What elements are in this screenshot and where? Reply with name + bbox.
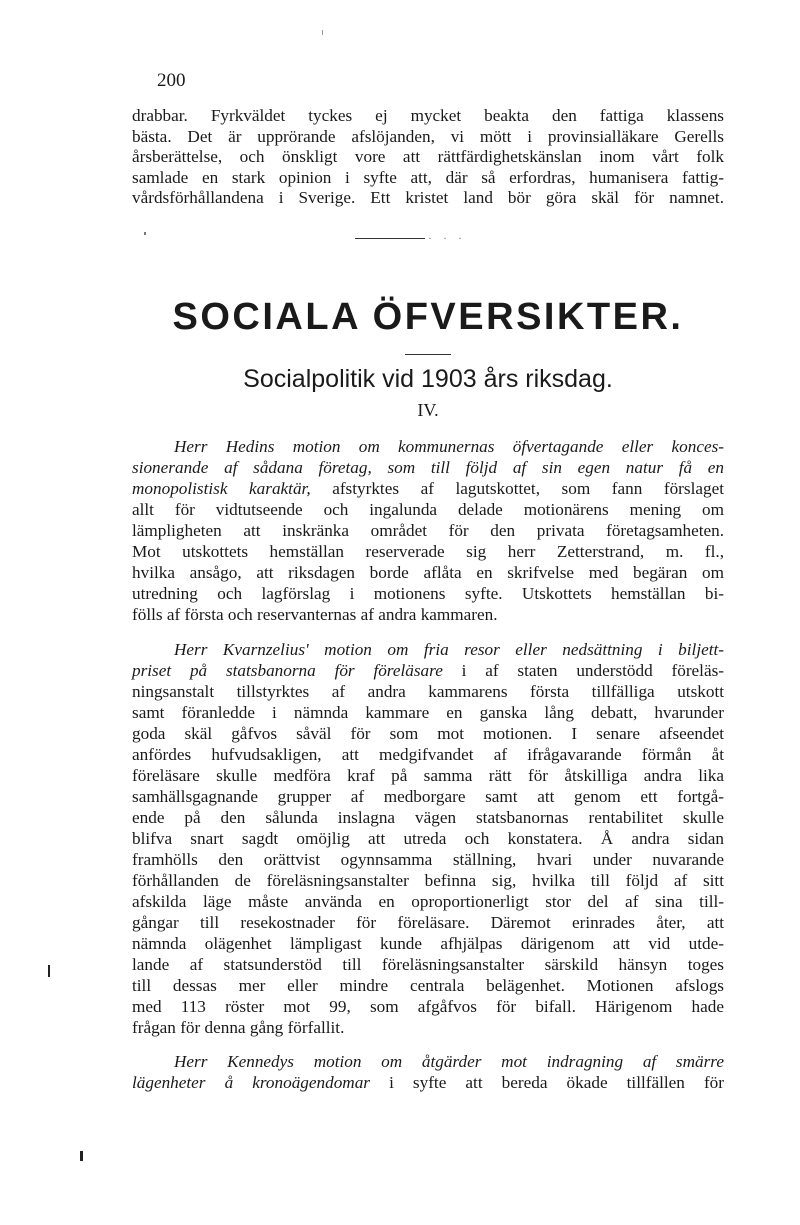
text-span: afstyrktes af lagutskottet, som fann förslaget <box>310 479 724 498</box>
text-line: med 113 röster mot 99, som afgåfvos för bifall. Härigenom hade <box>132 997 724 1016</box>
text-line: afskilda läge måste använda en oproportionerligt stor del af sina till- <box>132 892 724 911</box>
text-line: framhölls den orättvist ogynnsamma ställning, hvari under nuvarande <box>132 850 724 869</box>
text-line: bästa. Det är upprörande afslöjanden, vi mött i provinsialläkare Gerells <box>132 126 724 146</box>
part-number: IV. <box>417 400 439 420</box>
text-span: i syfte att bereda ökade tillfällen för <box>370 1073 724 1092</box>
text-line: hvilka ansågo, att riksdagen borde aflåta en skrifvelse med begäran om <box>132 563 724 582</box>
scan-speck <box>322 30 323 35</box>
title-rule <box>405 354 451 355</box>
paragraph-kennedy <box>132 1051 724 1093</box>
text-line <box>132 1072 724 1093</box>
text-line: till dessas mer eller mindre centrala belägenhet. Motionen afslogs <box>132 976 724 995</box>
text-line: lande af statsunderstöd till föreläsningsanstalter särskild hänsyn toges <box>132 955 724 974</box>
text-line: vårdsförhållandena i Sverige. Ett kristet land bör göra skäl för namnet. <box>132 188 724 208</box>
text-line: Herr Kvarnzelius' motion om fria resor eller nedsättning i biljett- <box>174 640 724 659</box>
text-line: blifva snart sagdt omöjlig att utreda och konstatera. Å andra sidan <box>132 829 724 848</box>
text-line: gångar till resekostnader för föreläsare. Däremot erinrades åter, att <box>132 913 724 932</box>
text-line: goda skäl gåfvos såväl för som mot motionen. I senare afseendet <box>132 724 724 743</box>
text-line: fölls af första och reservanternas af andra kammaren. <box>132 605 498 624</box>
text-line: sionerande af sådana företag, som till följd af sin egen natur få en <box>132 458 724 477</box>
text-line <box>132 478 724 499</box>
text-line: ende på den sålunda inslagna vägen statsbanornas rentabilitet skulle <box>132 808 724 827</box>
scan-speck <box>80 1151 83 1161</box>
italic-text: monopolistisk karaktär, <box>132 479 311 498</box>
text-line: samlade en stark opinion i syfte att, där så erfordras, humanisera fattig- <box>132 167 724 187</box>
text-line: Mot utskottets hemställan reserverade sig herr Zetterstrand, m. fl., <box>132 542 724 561</box>
text-line: årsberättelse, och önskligt vore att rättfärdighetskänslan inom vårt folk <box>132 147 724 167</box>
text-line: anfördes hufvudsakligen, att medgifvandet af ifrågavarande förmån åt <box>132 745 724 764</box>
text-line: drabbar. Fyrkväldet tyckes ej mycket beakta den fattiga klassens <box>132 106 724 125</box>
text-line: nämnda olägenhet lämpligast kunde afhjälpas därigenom att vid utde- <box>132 934 724 953</box>
text-line: föreläsare skulle medföra kraf på samma rätt för åtskilliga andra lika <box>132 766 724 785</box>
italic-text: lägenheter å kronoägendomar <box>132 1073 370 1092</box>
continuation-paragraph <box>132 106 724 209</box>
separator-dots: · · · <box>428 231 466 245</box>
text-span: i af staten understödd föreläs- <box>442 661 724 680</box>
paragraph-hedin <box>132 436 724 625</box>
section-title: SOCIALA ÖFVERSIKTER. <box>172 296 684 338</box>
text-line: samt föranledde i nämnda kammare en ganska lång debatt, hvarunder <box>132 703 724 722</box>
text-line: frågan för denna gång förfallit. <box>132 1018 345 1037</box>
text-line: Herr Kennedys motion om åtgärder mot indragning af smärre <box>174 1052 724 1071</box>
text-line: ningsanstalt tillstyrktes af andra kammarens första tillfälliga utskott <box>132 682 724 701</box>
text-line: utredning och lagförslag i motionens syfte. Utskottets hemställan bi- <box>132 584 724 603</box>
text-line <box>132 660 724 681</box>
paragraph-kvarnzelius <box>132 639 724 1038</box>
page-number: 200 <box>157 70 186 91</box>
scan-speck <box>48 965 50 977</box>
text-line: Herr Hedins motion om kommunernas öfvertagande eller konces- <box>174 437 724 456</box>
article-subtitle: Socialpolitik vid 1903 års riksdag. <box>243 365 613 393</box>
text-line: lämpligheten att inskränka området för den privata företagsamheten. <box>132 521 724 540</box>
section-separator <box>355 238 425 239</box>
text-line: samhällsgagnande grupper af medborgare samt att genom ett fortgå- <box>132 787 724 806</box>
text-line: allt för vidtutseende och ingalunda delade motionärens mening om <box>132 500 724 519</box>
scan-speck <box>144 232 146 235</box>
italic-text: priset på statsbanorna för föreläsare <box>132 661 443 680</box>
text-line: förhållanden de föreläsningsanstalter befinna sig, hvilka till följd af sitt <box>132 871 724 890</box>
